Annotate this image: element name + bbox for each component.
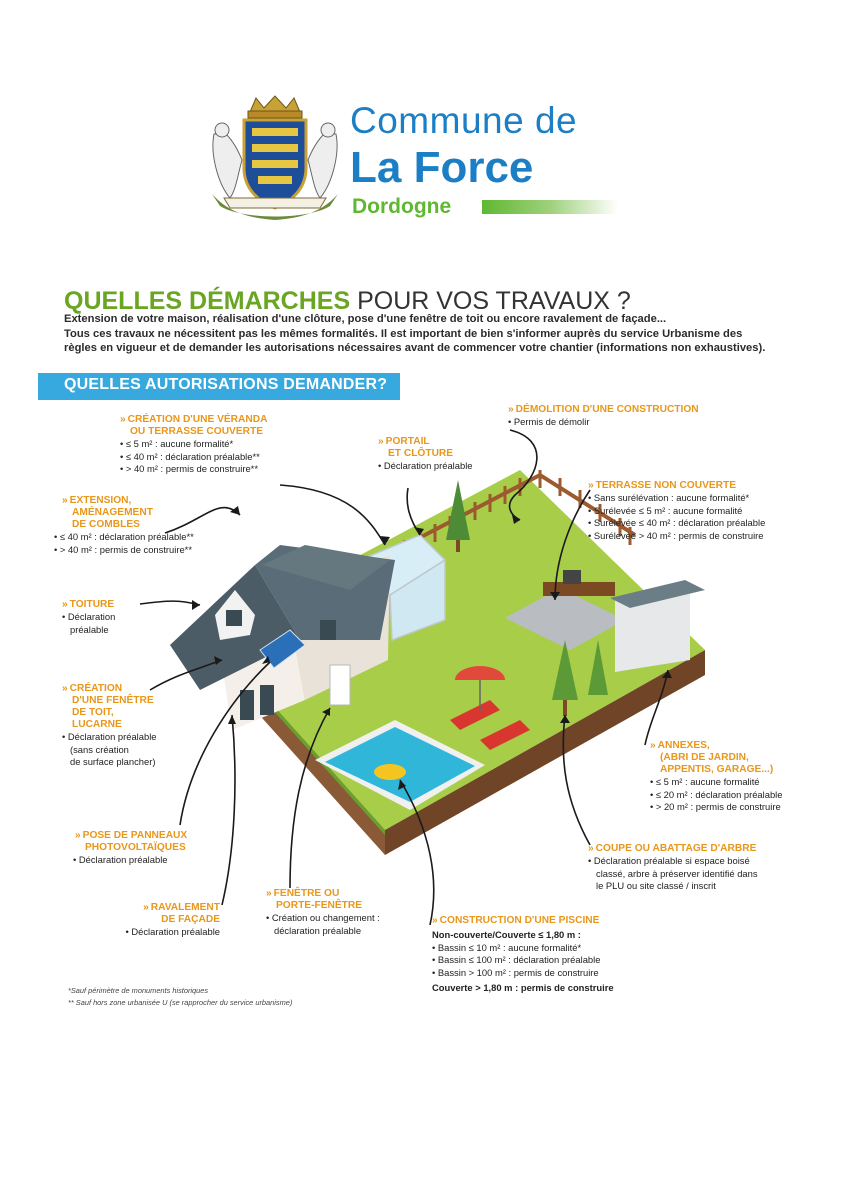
label-ravalement-item-1: • Déclaration préalable — [110, 926, 220, 939]
label-coupe-item-1: • Déclaration préalable si espace boisé — [588, 855, 758, 868]
label-arrow: » — [62, 683, 68, 694]
coat-of-arms-logo — [208, 94, 342, 224]
label-extension-item-1: • ≤ 40 m² : déclaration préalable** — [54, 531, 194, 544]
label-coupe-sub-1: classé, arbre à préserver identifié dans — [596, 867, 758, 879]
label-annexes-item-2: • ≤ 20 m² : déclaration préalable — [650, 789, 782, 802]
label-annexes — [650, 740, 782, 814]
brand-gradient-bar — [482, 200, 618, 214]
brand-department: Dordogne — [352, 195, 452, 218]
label-fenetre-toit-sub-2: de surface plancher) — [70, 756, 156, 767]
label-piscine-intro: Non-couverte/Couverte ≤ 1,80 m : — [432, 929, 581, 940]
brand-name: La Force — [350, 143, 534, 192]
label-ravalement-heading-1: RAVALEMENT — [150, 902, 220, 913]
window — [240, 690, 254, 720]
label-piscine-item-3: • Bassin > 100 m² : permis de construire — [432, 967, 614, 980]
label-terrasse-item-3: • Surélevée ≤ 40 m² : déclaration préalable — [588, 517, 765, 530]
section-banner-title: QUELLES AUTORISATIONS DEMANDER? — [64, 376, 388, 393]
label-porte-fenetre — [266, 888, 380, 937]
label-terrasse-item-2: • Surélevée ≤ 5 m² : aucune formalité — [588, 505, 765, 518]
label-veranda-heading-2: OU TERRASSE COUVERTE — [130, 426, 264, 437]
label-arrow: » — [378, 436, 384, 447]
label-arrow: » — [120, 414, 126, 425]
footnote-1: *Sauf périmètre de monuments historiques — [68, 986, 209, 995]
label-portail — [378, 436, 473, 473]
page-title-emphasis: QUELLES DÉMARCHES — [64, 287, 351, 315]
label-coupe-sub-2: le PLU ou site classé / inscrit — [596, 880, 716, 891]
label-veranda-heading-1: CRÉATION D'UNE VÉRANDA — [127, 414, 268, 425]
label-panneaux-heading-2: PHOTOVOLTAÏQUES — [85, 842, 186, 853]
label-veranda-item-3: • > 40 m² : permis de construire** — [120, 463, 267, 476]
label-annexes-item-1: • ≤ 5 m² : aucune formalité — [650, 776, 782, 789]
label-extension-heading-1: EXTENSION, — [69, 495, 132, 506]
footnote-2: ** Sauf hors zone urbanisée U (se rapprocher du service urbanisme) — [68, 998, 293, 1007]
label-piscine-item-2: • Bassin ≤ 100 m² : déclaration préalable — [432, 954, 614, 967]
pool-float — [374, 764, 406, 780]
label-arrow: » — [432, 915, 438, 926]
label-porte-fenetre-heading-1: FENÊTRE OU — [273, 888, 340, 899]
label-veranda — [120, 414, 267, 476]
label-fenetre-toit-heading-2: D'UNE FENÊTRE — [72, 695, 154, 706]
label-coupe — [588, 843, 758, 893]
label-extension-heading-3: DE COMBLES — [72, 519, 140, 530]
label-arrow: » — [588, 480, 594, 491]
label-annexes-heading-2: (ABRI DE JARDIN, — [660, 752, 749, 763]
label-fenetre-toit-heading-1: CRÉATION — [69, 683, 123, 694]
label-extension-item-2: • > 40 m² : permis de construire** — [54, 544, 194, 557]
label-veranda-item-1: • ≤ 5 m² : aucune formalité* — [120, 438, 267, 451]
label-arrow: » — [266, 888, 272, 899]
label-fenetre-toit-item-1: • Déclaration préalable — [62, 731, 157, 744]
label-piscine-heading: CONSTRUCTION D'UNE PISCINE — [439, 915, 600, 926]
arrow-veranda — [280, 485, 385, 545]
label-fenetre-toit-heading-3: DE TOIT, — [72, 707, 114, 718]
label-terrasse-item-1: • Sans surélévation : aucune formalité* — [588, 492, 765, 505]
label-piscine-item-1: • Bassin ≤ 10 m² : aucune formalité* — [432, 942, 614, 955]
label-fenetre-toit-sub-1: (sans création — [70, 743, 129, 755]
label-annexes-heading-1: ANNEXES, — [657, 740, 710, 751]
label-panneaux — [75, 830, 187, 867]
label-ravalement — [110, 902, 220, 939]
arrow-ravalement — [222, 715, 235, 905]
label-fenetre-toit — [62, 683, 157, 769]
label-toiture-heading: TOITURE — [69, 599, 115, 610]
label-porte-fenetre-heading-2: PORTE-FENÊTRE — [276, 900, 363, 911]
label-portail-item-1: • Déclaration préalable — [378, 460, 473, 473]
page-title-rest: POUR VOS TRAVAUX ? — [350, 287, 631, 315]
label-terrasse-item-4: • Surélevée > 40 m² : permis de construire — [588, 530, 765, 543]
arrow-toiture — [140, 601, 200, 605]
label-porte-fenetre-sub-1: déclaration préalable — [274, 924, 362, 936]
label-annexes-item-3: • > 20 m² : permis de construire — [650, 801, 782, 814]
intro-line-2: Tous ces travaux ne nécessitent pas les mêmes formalités. Il est important de bien s'informer auprès du service Urbanisme des — [64, 327, 743, 340]
label-veranda-item-2: • ≤ 40 m² : déclaration préalable** — [120, 451, 267, 464]
label-demolition-heading: DÉMOLITION D'UNE CONSTRUCTION — [515, 404, 699, 415]
label-fenetre-toit-heading-4: LUCARNE — [72, 719, 122, 730]
label-piscine-outro: Couverte > 1,80 m : permis de construire — [432, 982, 614, 993]
label-toiture — [62, 599, 115, 636]
intro-paragraph — [64, 312, 794, 356]
label-annexes-heading-3: APPENTIS, GARAGE...) — [660, 764, 774, 775]
label-arrow: » — [143, 902, 149, 913]
label-piscine — [432, 915, 614, 995]
label-ravalement-heading-2: DE FAÇADE — [161, 914, 220, 925]
label-arrow: » — [650, 740, 656, 751]
label-portail-heading-2: ET CLÔTURE — [388, 448, 454, 459]
label-demolition — [508, 404, 699, 429]
label-terrasse — [588, 480, 765, 542]
intro-line-1: Extension de votre maison, réalisation d'une clôture, pose d'une fenêtre de toit ou encore ravalement de façade... — [64, 313, 667, 325]
label-demolition-item-1: • Permis de démolir — [508, 416, 699, 429]
label-portail-heading-1: PORTAIL — [385, 436, 430, 447]
label-coupe-heading: COUPE OU ABATTAGE D'ARBRE — [595, 843, 757, 854]
label-arrow: » — [75, 830, 81, 841]
brand-line-commune: Commune de — [350, 100, 578, 141]
label-toiture-item-1: • Déclaration — [62, 611, 115, 624]
label-panneaux-item-1: • Déclaration préalable — [73, 854, 187, 867]
label-extension — [59, 495, 194, 556]
label-toiture-item-2: préalable — [70, 623, 109, 635]
label-arrow: » — [588, 843, 594, 854]
label-arrow: » — [62, 599, 68, 610]
label-extension-heading-2: AMÉNAGEMENT — [72, 507, 153, 518]
label-arrow: » — [508, 404, 514, 415]
intro-line-3: règles en vigueur et de demander les autorisations nécessaires avant de commencer votre chantier (informations non exhaustives). — [64, 342, 766, 355]
label-panneaux-heading-1: POSE DE PANNEAUX — [82, 830, 188, 841]
label-terrasse-heading: TERRASSE NON COUVERTE — [595, 480, 737, 491]
label-arrow: » — [62, 495, 68, 506]
label-porte-fenetre-item-1: • Création ou changement : — [266, 912, 380, 925]
